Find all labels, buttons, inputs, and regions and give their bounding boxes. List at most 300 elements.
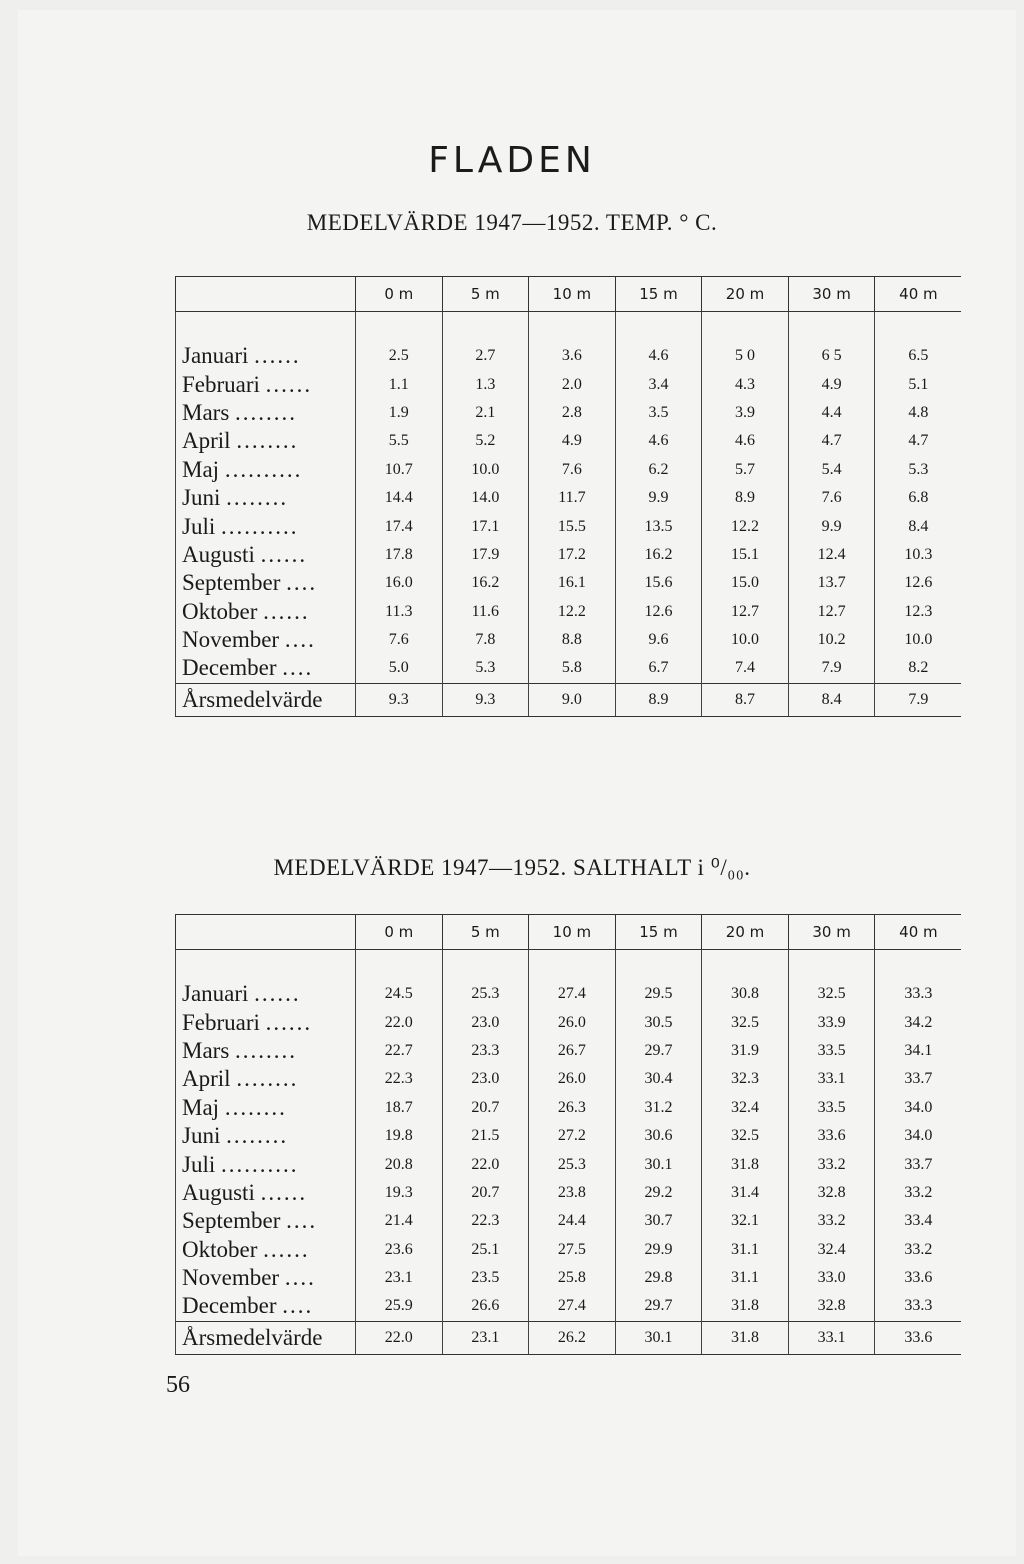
spacer-cell — [615, 312, 702, 343]
value-cell: 8.9 — [702, 484, 789, 512]
value-cell: 33.1 — [788, 1065, 875, 1093]
value-cell: 10.0 — [442, 456, 529, 484]
value-cell: 22.3 — [356, 1065, 443, 1093]
annual-mean-value: 8.9 — [615, 683, 702, 716]
value-cell: 2.0 — [529, 370, 616, 398]
value-cell: 30.8 — [702, 980, 789, 1008]
month-name: Oktober — [182, 1236, 258, 1262]
column-header: 0 m — [356, 277, 443, 312]
row-label — [176, 484, 356, 512]
value-cell: 19.8 — [356, 1122, 443, 1150]
value-cell: 3.4 — [615, 370, 702, 398]
value-cell: 5.0 — [356, 654, 443, 683]
value-cell: 18.7 — [356, 1094, 443, 1122]
value-cell: 17.1 — [442, 512, 529, 540]
row-label — [176, 1236, 356, 1264]
value-cell: 33.3 — [875, 1292, 962, 1321]
month-name: Maj — [182, 1094, 220, 1120]
value-cell: 12.3 — [875, 598, 962, 626]
row-label — [176, 1065, 356, 1093]
month-name: Augusti — [182, 1179, 255, 1205]
value-cell: 4.8 — [875, 399, 962, 427]
column-header: 10 m — [529, 915, 616, 950]
value-cell: 8.2 — [875, 654, 962, 683]
value-cell: 33.2 — [788, 1207, 875, 1235]
value-cell: 20.8 — [356, 1150, 443, 1178]
month-name: December — [182, 1293, 277, 1319]
table-row — [176, 399, 962, 427]
spacer-cell — [702, 312, 789, 343]
value-cell: 9.9 — [615, 484, 702, 512]
value-cell: 33.2 — [788, 1150, 875, 1178]
leader-dots: ........ — [236, 428, 299, 454]
row-label — [176, 654, 356, 683]
value-cell: 11.6 — [442, 598, 529, 626]
value-cell: 22.0 — [356, 1008, 443, 1036]
column-header: 5 m — [442, 915, 529, 950]
column-header: 0 m — [356, 915, 443, 950]
value-cell: 31.9 — [702, 1037, 789, 1065]
value-cell: 5 0 — [702, 342, 789, 370]
row-label — [176, 598, 356, 626]
month-name: December — [182, 655, 277, 681]
value-cell: 34.1 — [875, 1037, 962, 1065]
spacer-cell — [529, 950, 616, 981]
value-cell: 33.2 — [875, 1179, 962, 1207]
value-cell: 12.2 — [529, 598, 616, 626]
value-cell: 10.3 — [875, 541, 962, 569]
month-name: Januari — [182, 981, 249, 1007]
value-cell: 23.0 — [442, 1008, 529, 1036]
value-cell: 4.7 — [875, 427, 962, 455]
table-row — [176, 1236, 962, 1264]
value-cell: 11.3 — [356, 598, 443, 626]
value-cell: 29.5 — [615, 980, 702, 1008]
value-cell: 7.8 — [442, 626, 529, 654]
month-name: Juni — [182, 485, 221, 511]
spacer-cell — [875, 950, 962, 981]
value-cell: 12.7 — [788, 598, 875, 626]
row-label — [176, 512, 356, 540]
value-cell: 32.3 — [702, 1065, 789, 1093]
value-cell: 17.8 — [356, 541, 443, 569]
spacer-row — [176, 312, 962, 343]
value-cell: 33.3 — [875, 980, 962, 1008]
value-cell: 6.2 — [615, 456, 702, 484]
value-cell: 7.4 — [702, 654, 789, 683]
leader-dots: ...... — [263, 598, 310, 624]
value-cell: 33.6 — [875, 1264, 962, 1292]
spacer-cell — [176, 950, 356, 981]
column-header: 20 m — [702, 915, 789, 950]
value-cell: 26.7 — [529, 1037, 616, 1065]
row-label — [176, 342, 356, 370]
value-cell: 32.5 — [788, 980, 875, 1008]
value-cell: 33.5 — [788, 1037, 875, 1065]
leader-dots: .... — [284, 1265, 316, 1291]
row-label — [176, 1207, 356, 1235]
value-cell: 16.2 — [615, 541, 702, 569]
value-cell: 2.7 — [442, 342, 529, 370]
value-cell: 1.9 — [356, 399, 443, 427]
month-name: April — [182, 1066, 231, 1092]
annual-mean-value: 8.7 — [702, 683, 789, 716]
value-cell: 5.2 — [442, 427, 529, 455]
annual-mean-value: 31.8 — [702, 1321, 789, 1354]
value-cell: 2.5 — [356, 342, 443, 370]
value-cell: 15.6 — [615, 569, 702, 597]
value-cell: 13.5 — [615, 512, 702, 540]
value-cell: 9.9 — [788, 512, 875, 540]
value-cell: 20.7 — [442, 1094, 529, 1122]
value-cell: 26.6 — [442, 1292, 529, 1321]
table-row — [176, 980, 962, 1008]
row-label — [176, 626, 356, 654]
value-cell: 25.8 — [529, 1264, 616, 1292]
value-cell: 4.3 — [702, 370, 789, 398]
value-cell: 27.4 — [529, 980, 616, 1008]
value-cell: 33.6 — [788, 1122, 875, 1150]
leader-dots: ........ — [226, 1123, 289, 1149]
annual-mean-value: 9.0 — [529, 683, 616, 716]
column-header: 40 m — [875, 277, 962, 312]
value-cell: 31.2 — [615, 1094, 702, 1122]
value-cell: 15.1 — [702, 541, 789, 569]
leader-dots: .......... — [220, 1151, 299, 1177]
leader-dots: ........ — [235, 1037, 298, 1063]
table-row — [176, 1179, 962, 1207]
leader-dots: .... — [286, 1208, 318, 1234]
value-cell: 3.5 — [615, 399, 702, 427]
value-cell: 12.2 — [702, 512, 789, 540]
value-cell: 16.1 — [529, 569, 616, 597]
value-cell: 7.6 — [788, 484, 875, 512]
table-header-row — [176, 277, 962, 312]
row-label — [176, 1122, 356, 1150]
table-row — [176, 569, 962, 597]
value-cell: 5.8 — [529, 654, 616, 683]
month-name: Januari — [182, 343, 249, 369]
value-cell: 31.1 — [702, 1236, 789, 1264]
value-cell: 11.7 — [529, 484, 616, 512]
value-cell: 22.3 — [442, 1207, 529, 1235]
temp-table-caption: MEDELVÄRDE 1947—1952. TEMP. ° C. — [306, 210, 718, 235]
value-cell: 25.9 — [356, 1292, 443, 1321]
value-cell: 9.6 — [615, 626, 702, 654]
leader-dots: ........ — [224, 1094, 287, 1120]
month-name: Februari — [182, 371, 260, 397]
row-label — [176, 1094, 356, 1122]
value-cell: 31.4 — [702, 1179, 789, 1207]
annual-mean-value: 9.3 — [442, 683, 529, 716]
value-cell: 29.2 — [615, 1179, 702, 1207]
row-label — [176, 569, 356, 597]
value-cell: 23.3 — [442, 1037, 529, 1065]
value-cell: 14.4 — [356, 484, 443, 512]
spacer-cell — [176, 312, 356, 343]
row-label — [176, 456, 356, 484]
value-cell: 2.8 — [529, 399, 616, 427]
value-cell: 25.3 — [529, 1150, 616, 1178]
value-cell: 17.4 — [356, 512, 443, 540]
month-name: Mars — [182, 1037, 230, 1063]
value-cell: 34.0 — [875, 1094, 962, 1122]
value-cell: 20.7 — [442, 1179, 529, 1207]
month-name: Maj — [182, 456, 220, 482]
table-row — [176, 1037, 962, 1065]
column-header: 20 m — [702, 277, 789, 312]
table-row — [176, 1150, 962, 1178]
value-cell: 30.5 — [615, 1008, 702, 1036]
value-cell: 5.3 — [875, 456, 962, 484]
value-cell: 12.6 — [875, 569, 962, 597]
value-cell: 1.1 — [356, 370, 443, 398]
leader-dots: .... — [286, 570, 318, 596]
value-cell: 23.5 — [442, 1264, 529, 1292]
spacer-row — [176, 950, 962, 981]
value-cell: 2.1 — [442, 399, 529, 427]
column-header: 5 m — [442, 277, 529, 312]
row-label — [176, 1150, 356, 1178]
annual-mean-value: 22.0 — [356, 1321, 443, 1354]
value-cell: 10.2 — [788, 626, 875, 654]
month-name: Juli — [182, 513, 216, 539]
annual-mean-label: Årsmedelvärde — [176, 683, 356, 716]
leader-dots: .......... — [224, 456, 303, 482]
value-cell: 27.2 — [529, 1122, 616, 1150]
leader-dots: ...... — [265, 1009, 313, 1035]
row-label — [176, 370, 356, 398]
leader-dots: ...... — [260, 541, 308, 567]
value-cell: 5.3 — [442, 654, 529, 683]
leader-dots: ...... — [263, 1236, 310, 1262]
leader-dots: ...... — [260, 1179, 308, 1205]
header-blank-cell — [176, 915, 356, 950]
value-cell: 32.1 — [702, 1207, 789, 1235]
salt-table-caption: MEDELVÄRDE 1947—1952. SALTHALT i ⁰/₀₀. — [273, 855, 751, 880]
leader-dots: .... — [282, 1293, 314, 1319]
value-cell: 34.2 — [875, 1008, 962, 1036]
value-cell: 30.6 — [615, 1122, 702, 1150]
value-cell: 23.6 — [356, 1236, 443, 1264]
table-row — [176, 1122, 962, 1150]
page-number: 56 — [166, 1372, 190, 1398]
value-cell: 17.2 — [529, 541, 616, 569]
annual-mean-value: 23.1 — [442, 1321, 529, 1354]
table-row — [176, 427, 962, 455]
table-row — [176, 484, 962, 512]
value-cell: 7.6 — [529, 456, 616, 484]
spacer-cell — [788, 312, 875, 343]
annual-mean-value: 8.4 — [788, 683, 875, 716]
value-cell: 8.8 — [529, 626, 616, 654]
value-cell: 15.5 — [529, 512, 616, 540]
value-cell: 21.5 — [442, 1122, 529, 1150]
value-cell: 29.9 — [615, 1236, 702, 1264]
leader-dots: ...... — [265, 371, 313, 397]
value-cell: 4.7 — [788, 427, 875, 455]
value-cell: 27.5 — [529, 1236, 616, 1264]
value-cell: 12.6 — [615, 598, 702, 626]
table-row — [176, 598, 962, 626]
value-cell: 15.0 — [702, 569, 789, 597]
value-cell: 22.7 — [356, 1037, 443, 1065]
table-row — [176, 1094, 962, 1122]
value-cell: 30.4 — [615, 1065, 702, 1093]
row-label — [176, 1008, 356, 1036]
column-header: 10 m — [529, 277, 616, 312]
value-cell: 4.9 — [788, 370, 875, 398]
month-name: Juli — [182, 1151, 216, 1177]
annual-mean-label: Årsmedelvärde — [176, 1321, 356, 1354]
spacer-cell — [529, 312, 616, 343]
value-cell: 19.3 — [356, 1179, 443, 1207]
leader-dots: ...... — [254, 343, 301, 369]
value-cell: 34.0 — [875, 1122, 962, 1150]
value-cell: 5.1 — [875, 370, 962, 398]
value-cell: 1.3 — [442, 370, 529, 398]
value-cell: 17.9 — [442, 541, 529, 569]
value-cell: 29.8 — [615, 1264, 702, 1292]
spacer-cell — [702, 950, 789, 981]
value-cell: 13.7 — [788, 569, 875, 597]
value-cell: 32.4 — [788, 1236, 875, 1264]
temperature-table — [175, 276, 961, 717]
value-cell: 26.0 — [529, 1008, 616, 1036]
value-cell: 5.5 — [356, 427, 443, 455]
value-cell: 33.7 — [875, 1150, 962, 1178]
value-cell: 16.2 — [442, 569, 529, 597]
row-label — [176, 541, 356, 569]
value-cell: 23.0 — [442, 1065, 529, 1093]
month-name: Mars — [182, 399, 230, 425]
temperature-table-body — [176, 312, 962, 717]
value-cell: 32.5 — [702, 1008, 789, 1036]
value-cell: 6.8 — [875, 484, 962, 512]
salinity-table-body — [176, 950, 962, 1355]
value-cell: 32.5 — [702, 1122, 789, 1150]
value-cell: 10.0 — [875, 626, 962, 654]
value-cell: 5.7 — [702, 456, 789, 484]
value-cell: 27.4 — [529, 1292, 616, 1321]
month-name: Augusti — [182, 541, 255, 567]
table-row — [176, 1264, 962, 1292]
value-cell: 24.4 — [529, 1207, 616, 1235]
value-cell: 4.9 — [529, 427, 616, 455]
value-cell: 3.9 — [702, 399, 789, 427]
value-cell: 8.4 — [875, 512, 962, 540]
value-cell: 12.4 — [788, 541, 875, 569]
value-cell: 5.4 — [788, 456, 875, 484]
row-label — [176, 1292, 356, 1321]
value-cell: 6 5 — [788, 342, 875, 370]
value-cell: 33.2 — [875, 1236, 962, 1264]
value-cell: 6.7 — [615, 654, 702, 683]
spacer-cell — [442, 950, 529, 981]
value-cell: 31.1 — [702, 1264, 789, 1292]
annual-mean-value: 9.3 — [356, 683, 443, 716]
row-label — [176, 1179, 356, 1207]
value-cell: 25.1 — [442, 1236, 529, 1264]
month-name: September — [182, 570, 281, 596]
value-cell: 30.7 — [615, 1207, 702, 1235]
spacer-cell — [442, 312, 529, 343]
leader-dots: ........ — [236, 1066, 299, 1092]
value-cell: 4.6 — [615, 427, 702, 455]
month-name: April — [182, 428, 231, 454]
value-cell: 3.6 — [529, 342, 616, 370]
value-cell: 29.7 — [615, 1292, 702, 1321]
month-name: Oktober — [182, 598, 258, 624]
value-cell: 26.3 — [529, 1094, 616, 1122]
value-cell: 4.4 — [788, 399, 875, 427]
spacer-cell — [356, 312, 443, 343]
leader-dots: ........ — [226, 485, 289, 511]
value-cell: 22.0 — [442, 1150, 529, 1178]
annual-mean-value: 33.1 — [788, 1321, 875, 1354]
header-blank-cell — [176, 277, 356, 312]
value-cell: 29.7 — [615, 1037, 702, 1065]
spacer-cell — [356, 950, 443, 981]
spacer-cell — [875, 312, 962, 343]
month-name: November — [182, 1265, 280, 1291]
row-label — [176, 980, 356, 1008]
row-label — [176, 1264, 356, 1292]
value-cell: 12.7 — [702, 598, 789, 626]
value-cell: 14.0 — [442, 484, 529, 512]
column-header: 30 m — [788, 915, 875, 950]
annual-mean-row — [176, 683, 962, 716]
leader-dots: ...... — [254, 981, 301, 1007]
column-header: 15 m — [615, 277, 702, 312]
month-name: September — [182, 1208, 281, 1234]
row-label — [176, 427, 356, 455]
value-cell: 33.9 — [788, 1008, 875, 1036]
month-name: Juni — [182, 1123, 221, 1149]
page-title: FLADEN — [428, 140, 596, 181]
leader-dots: .......... — [220, 513, 299, 539]
column-header: 15 m — [615, 915, 702, 950]
value-cell: 26.0 — [529, 1065, 616, 1093]
value-cell: 33.4 — [875, 1207, 962, 1235]
table-row — [176, 654, 962, 683]
value-cell: 23.1 — [356, 1264, 443, 1292]
table-row — [176, 342, 962, 370]
salinity-table — [175, 914, 961, 1355]
table-row — [176, 1207, 962, 1235]
value-cell: 21.4 — [356, 1207, 443, 1235]
annual-mean-row — [176, 1321, 962, 1354]
table-row — [176, 1008, 962, 1036]
table-row — [176, 541, 962, 569]
value-cell: 33.5 — [788, 1094, 875, 1122]
annual-mean-value: 30.1 — [615, 1321, 702, 1354]
value-cell: 30.1 — [615, 1150, 702, 1178]
month-name: Februari — [182, 1009, 260, 1035]
spacer-cell — [615, 950, 702, 981]
value-cell: 10.0 — [702, 626, 789, 654]
column-header: 30 m — [788, 277, 875, 312]
value-cell: 4.6 — [702, 427, 789, 455]
value-cell: 4.6 — [615, 342, 702, 370]
value-cell: 31.8 — [702, 1150, 789, 1178]
row-label — [176, 399, 356, 427]
value-cell: 24.5 — [356, 980, 443, 1008]
table-row — [176, 456, 962, 484]
leader-dots: ........ — [235, 399, 298, 425]
value-cell: 10.7 — [356, 456, 443, 484]
value-cell: 23.8 — [529, 1179, 616, 1207]
